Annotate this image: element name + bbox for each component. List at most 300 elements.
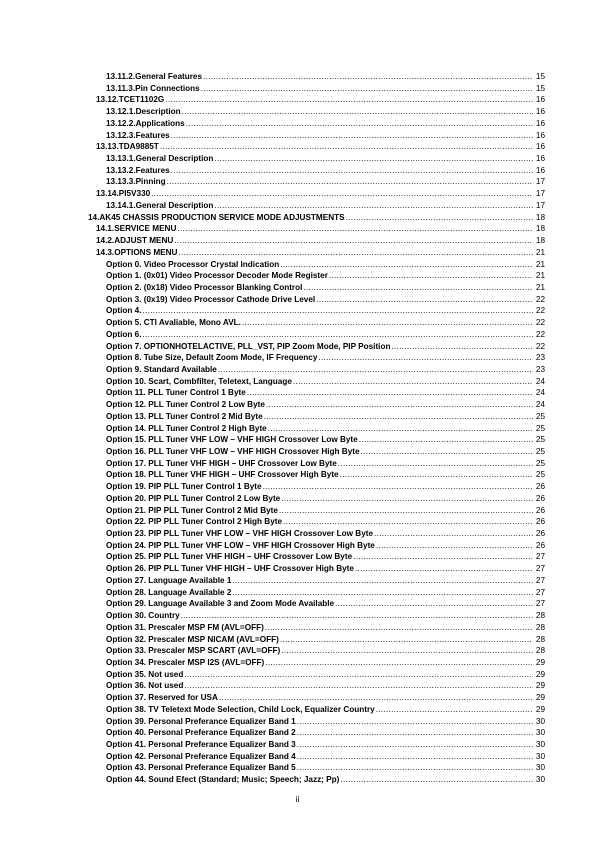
dot-leader [142, 305, 533, 317]
toc-entry[interactable] [0, 329, 595, 341]
toc-entry-leader-line [106, 727, 533, 739]
dot-leader [171, 165, 533, 177]
dot-leader [297, 751, 533, 763]
toc-entry[interactable] [0, 739, 595, 751]
toc-entry-title: Option 1. (0x01) Video Processor Decoder Mode Register [106, 271, 328, 281]
toc-entry-title: Option 14. PLL Tuner Control 2 High Byte [106, 423, 267, 433]
toc-entry-title: Option 12. PLL Tuner Control 2 Low Byte [106, 400, 265, 410]
dot-leader [297, 739, 533, 751]
dot-leader [186, 118, 533, 130]
table-of-contents [0, 71, 595, 786]
toc-entry[interactable] [0, 223, 595, 235]
dot-leader [264, 411, 533, 423]
dot-leader [346, 212, 533, 224]
toc-entry[interactable] [0, 458, 595, 470]
toc-entry[interactable] [0, 106, 595, 118]
toc-entry[interactable] [0, 317, 595, 329]
toc-entry-title: Option 8. Tube Size, Default Zoom Mode, IF Frequency [106, 353, 318, 363]
toc-entry-title: Option 28. Language Available 2 [106, 587, 232, 597]
toc-entry-page-number: 25 [535, 447, 545, 456]
toc-entry-page-number: 16 [535, 107, 545, 117]
toc-entry-title: Option 24. PIP PLL Tuner VHF LOW – VHF HIGH Crossover High Byte [106, 540, 375, 550]
toc-entry[interactable] [0, 516, 595, 528]
toc-entry-page-number: 16 [535, 118, 545, 128]
toc-entry-title: Option 10. Scart, Combfilter, Teletext, Language [106, 376, 292, 386]
toc-entry-page-number: 22 [535, 329, 545, 339]
toc-entry[interactable] [0, 587, 595, 599]
toc-entry-leader-line [106, 83, 533, 95]
dot-leader [338, 458, 533, 470]
dot-leader [335, 598, 533, 610]
toc-entry-page-number: 16 [535, 95, 545, 105]
toc-entry[interactable] [0, 282, 595, 294]
toc-entry-page-number: 21 [535, 247, 545, 257]
toc-entry-leader-line [106, 563, 533, 575]
toc-entry-leader-line [106, 528, 533, 540]
toc-entry-page-number: 18 [535, 224, 545, 234]
toc-entry[interactable] [0, 399, 595, 411]
toc-entry[interactable] [0, 176, 595, 188]
toc-entry-leader-line [106, 692, 533, 704]
toc-entry[interactable] [0, 575, 595, 587]
toc-entry-leader-line [106, 575, 533, 587]
toc-entry[interactable] [0, 493, 595, 505]
toc-entry-page-number: 25 [535, 435, 545, 445]
toc-entry-title: 13.13.TDA9885T [96, 142, 159, 152]
toc-entry-leader-line [106, 165, 533, 177]
toc-entry[interactable] [0, 305, 595, 317]
toc-entry-leader-line [96, 188, 533, 200]
dot-leader [303, 282, 533, 294]
toc-entry-leader-line [106, 587, 533, 599]
dot-leader [297, 762, 533, 774]
toc-entry-leader-line [106, 411, 533, 423]
dot-leader [184, 669, 533, 681]
toc-entry[interactable] [0, 610, 595, 622]
dot-leader [181, 610, 533, 622]
toc-entry[interactable] [0, 774, 595, 786]
toc-entry-page-number: 15 [535, 72, 545, 81]
toc-entry-leader-line [106, 71, 533, 83]
toc-entry-title: 14.1.SERVICE MENU [96, 224, 177, 234]
toc-entry-title: Option 9. Standard Available [106, 364, 217, 374]
toc-entry-leader-line [106, 598, 533, 610]
toc-entry[interactable] [0, 130, 595, 142]
toc-entry-leader-line [106, 130, 533, 142]
dot-leader [265, 657, 533, 669]
toc-entry-title: Option 33. Prescaler MSP SCART (AVL=OFF) [106, 646, 281, 656]
dot-leader [376, 540, 533, 552]
toc-entry-page-number: 27 [535, 575, 545, 585]
toc-entry-leader-line [106, 716, 533, 728]
toc-entry-leader-line [106, 505, 533, 517]
toc-entry-page-number: 17 [535, 200, 545, 210]
toc-entry[interactable] [0, 411, 595, 423]
toc-entry[interactable] [0, 423, 595, 435]
toc-entry-page-number: 27 [535, 599, 545, 609]
toc-entry[interactable] [0, 505, 595, 517]
toc-entry-title: Option 6. [106, 329, 142, 339]
toc-entry-page-number: 16 [535, 154, 545, 164]
toc-entry-title: Option 13. PLL Tuner Control 2 Mid Byte [106, 411, 263, 421]
toc-entry-page-number: 22 [535, 306, 545, 316]
toc-entry-leader-line [106, 317, 533, 329]
toc-entry-title: 13.14.PI5V330 [96, 189, 151, 199]
toc-entry[interactable] [0, 551, 595, 563]
toc-entry-page-number: 28 [535, 622, 545, 632]
toc-entry[interactable] [0, 259, 595, 271]
toc-entry-leader-line [106, 176, 533, 188]
toc-entry-title: Option 21. PIP PLL Tuner Control 2 Mid Byte [106, 505, 278, 515]
toc-entry-page-number: 26 [535, 540, 545, 550]
toc-entry-leader-line [106, 610, 533, 622]
toc-entry-page-number: 24 [535, 376, 545, 386]
toc-entry-title: Option 5. CTI Avaliable, Mono AVL. [106, 318, 241, 328]
toc-entry[interactable] [0, 563, 595, 575]
toc-entry[interactable] [0, 751, 595, 763]
toc-entry-page-number: 27 [535, 587, 545, 597]
toc-entry-leader-line [106, 751, 533, 763]
toc-entry-title: 13.13.3.Pinning [106, 177, 166, 187]
toc-entry-leader-line [106, 516, 533, 528]
toc-entry-page-number: 24 [535, 388, 545, 398]
toc-entry-title: Option 16. PLL Tuner VHF LOW – VHF HIGH Crossover High Byte [106, 447, 360, 456]
dot-leader [232, 575, 533, 587]
toc-entry-page-number: 16 [535, 142, 545, 152]
toc-entry-title: Option 7. OPTIONHOTELACTIVE, PLL_VST, PIP Zoom Mode, PIP Position [106, 341, 391, 351]
dot-leader [142, 329, 533, 341]
toc-entry[interactable] [0, 247, 595, 259]
toc-entry[interactable] [0, 165, 595, 177]
toc-entry[interactable] [0, 94, 595, 106]
dot-leader [165, 94, 533, 106]
toc-entry-leader-line [106, 434, 533, 446]
toc-entry-leader-line [106, 669, 533, 681]
dot-leader [247, 387, 533, 399]
dot-leader [281, 493, 533, 505]
toc-entry-leader-line [106, 423, 533, 435]
toc-entry-leader-line [106, 739, 533, 751]
toc-entry-leader-line [106, 622, 533, 634]
toc-entry-page-number: 27 [535, 564, 545, 574]
dot-leader [340, 469, 533, 481]
toc-entry-page-number: 28 [535, 611, 545, 621]
dot-leader [280, 634, 533, 646]
toc-entry-leader-line [106, 762, 533, 774]
toc-entry-page-number: 23 [535, 364, 545, 374]
toc-entry-title: Option 39. Personal Preferance Equalizer Band 1 [106, 716, 296, 726]
toc-entry-leader-line [106, 645, 533, 657]
toc-entry-page-number: 25 [535, 458, 545, 468]
toc-entry-title: Option 23. PIP PLL Tuner VHF LOW – VHF HIGH Crossover Low Byte [106, 529, 374, 539]
toc-entry-title: Option 34. Prescaler MSP I2S (AVL=OFF) [106, 657, 265, 667]
toc-entry-page-number: 27 [535, 552, 545, 562]
toc-entry-page-number: 25 [535, 423, 545, 433]
toc-entry-page-number: 21 [535, 271, 545, 281]
toc-entry-page-number: 22 [535, 318, 545, 328]
dot-leader [219, 692, 533, 704]
toc-entry-title: Option 35. Not used [106, 669, 184, 679]
toc-entry-title: Option 36. Not used [106, 681, 184, 691]
dot-leader [151, 188, 533, 200]
dot-leader [177, 223, 533, 235]
toc-entry-leader-line [106, 469, 533, 481]
toc-entry-leader-line [106, 481, 533, 493]
toc-entry-title: Option 38. TV Teletext Mode Selection, Child Lock, Equalizer Country [106, 704, 375, 714]
toc-entry[interactable] [0, 762, 595, 774]
dot-leader [218, 364, 533, 376]
toc-entry-title: 13.13.1.General Description [106, 154, 214, 164]
dot-leader [263, 481, 533, 493]
toc-entry-title: Option 2. (0x18) Video Processor Blanking Control [106, 282, 303, 292]
dot-leader [318, 352, 533, 364]
dot-leader [182, 106, 533, 118]
toc-entry[interactable] [0, 364, 595, 376]
dot-leader [283, 516, 533, 528]
toc-entry-title: Option 11. PLL Tuner Control 1 Byte [106, 388, 246, 398]
toc-entry-leader-line [106, 680, 533, 692]
toc-entry[interactable] [0, 446, 595, 458]
toc-entry-leader-line [106, 774, 533, 786]
toc-entry-leader-line [106, 458, 533, 470]
toc-entry-leader-line [106, 634, 533, 646]
toc-entry[interactable] [0, 434, 595, 446]
toc-entry-page-number: 18 [535, 212, 545, 222]
toc-entry-title: Option 15. PLL Tuner VHF LOW – VHF HIGH Crossover Low Byte [106, 435, 358, 445]
toc-entry-title: 13.14.1.General Description [106, 200, 214, 210]
toc-entry-leader-line [106, 200, 533, 212]
toc-entry-leader-line [106, 270, 533, 282]
toc-entry[interactable] [0, 71, 595, 83]
dot-leader [178, 247, 533, 259]
dot-leader [265, 622, 533, 634]
toc-entry-leader-line [96, 247, 533, 259]
toc-entry-page-number: 29 [535, 657, 545, 667]
toc-entry-leader-line [106, 399, 533, 411]
toc-entry-title: 13.12.2.Applications [106, 118, 185, 128]
toc-entry-leader-line [106, 352, 533, 364]
toc-entry-page-number: 29 [535, 704, 545, 714]
dot-leader [214, 200, 533, 212]
toc-entry[interactable] [0, 352, 595, 364]
toc-entry[interactable] [0, 481, 595, 493]
dot-leader [268, 423, 533, 435]
dot-leader [361, 446, 533, 458]
toc-entry[interactable] [0, 469, 595, 481]
toc-entry-page-number: 29 [535, 693, 545, 703]
toc-entry-title: 13.12.1.Description [106, 107, 181, 117]
toc-entry-title: Option 44. Sound Efect (Standard; Music; Speech; Jazz; Pp) [106, 775, 340, 785]
toc-entry-title: 13.13.2.Features [106, 165, 170, 175]
toc-entry[interactable] [0, 341, 595, 353]
toc-entry-page-number: 23 [535, 353, 545, 363]
dot-leader [184, 680, 533, 692]
toc-entry-title: Option 41. Personal Preferance Equalizer Band 3 [106, 739, 296, 749]
dot-leader [232, 587, 533, 599]
toc-entry-leader-line [106, 282, 533, 294]
toc-entry-page-number: 26 [535, 505, 545, 515]
toc-entry-page-number: 22 [535, 294, 545, 304]
toc-entry[interactable] [0, 540, 595, 552]
toc-entry-leader-line [106, 294, 533, 306]
toc-entry-leader-line [96, 223, 533, 235]
toc-entry[interactable] [0, 141, 595, 153]
dot-leader [297, 727, 533, 739]
toc-entry-page-number: 28 [535, 646, 545, 656]
toc-entry-title: Option 37. Reserved for USA [106, 693, 218, 703]
dot-leader [355, 563, 533, 575]
toc-entry-title: Option 42. Personal Preferance Equalizer Band 4 [106, 751, 296, 761]
toc-entry-leader-line [106, 329, 533, 341]
toc-entry-page-number: 29 [535, 681, 545, 691]
toc-entry-leader-line [88, 212, 533, 224]
toc-entry-page-number: 26 [535, 482, 545, 492]
toc-entry-title: 13.11.3.Pin Connections [106, 83, 200, 93]
toc-entry-page-number: 30 [535, 739, 545, 749]
toc-entry-page-number: 24 [535, 400, 545, 410]
toc-entry-page-number: 16 [535, 130, 545, 140]
toc-entry-page-number: 16 [535, 165, 545, 175]
toc-entry-page-number: 28 [535, 634, 545, 644]
toc-entry-title: Option 17. PLL Tuner VHF HIGH – UHF Crossover Low Byte [106, 458, 337, 468]
toc-entry-title: 13.11.2.General Features [106, 72, 203, 81]
dot-leader [266, 399, 533, 411]
toc-entry[interactable] [0, 270, 595, 282]
toc-entry-leader-line [106, 551, 533, 563]
dot-leader [203, 71, 533, 83]
toc-entry-leader-line [106, 341, 533, 353]
toc-entry[interactable] [0, 235, 595, 247]
toc-entry-leader-line [96, 235, 533, 247]
toc-entry-leader-line [106, 704, 533, 716]
dot-leader [171, 130, 533, 142]
toc-entry[interactable] [0, 645, 595, 657]
dot-leader [374, 528, 533, 540]
toc-entry[interactable] [0, 528, 595, 540]
dot-leader [160, 141, 533, 153]
toc-entry[interactable] [0, 153, 595, 165]
toc-entry[interactable] [0, 704, 595, 716]
toc-entry-page-number: 15 [535, 83, 545, 93]
dot-leader [279, 505, 533, 517]
toc-entry[interactable] [0, 727, 595, 739]
toc-entry-leader-line [96, 94, 533, 106]
toc-entry-leader-line [106, 259, 533, 271]
toc-entry-page-number: 18 [535, 236, 545, 246]
toc-entry-page-number: 25 [535, 411, 545, 421]
toc-entry-page-number: 17 [535, 189, 545, 199]
toc-entry[interactable] [0, 657, 595, 669]
toc-entry-page-number: 30 [535, 728, 545, 738]
toc-entry[interactable] [0, 669, 595, 681]
toc-entry[interactable] [0, 598, 595, 610]
toc-entry-page-number: 22 [535, 341, 545, 351]
toc-entry-leader-line [106, 493, 533, 505]
dot-leader [376, 704, 533, 716]
toc-entry[interactable] [0, 212, 595, 224]
toc-entry-title: 14.3.OPTIONS MENU [96, 247, 178, 257]
toc-entry-page-number: 30 [535, 751, 545, 761]
dot-leader [174, 235, 533, 247]
toc-entry-title: Option 4. [106, 306, 142, 316]
toc-entry-page-number: 21 [535, 259, 545, 269]
dot-leader [242, 317, 533, 329]
toc-entry[interactable] [0, 622, 595, 634]
toc-entry-page-number: 26 [535, 529, 545, 539]
toc-entry-title: Option 0. Video Processor Crystal Indication [106, 259, 280, 269]
toc-entry-title: 14.2.ADJUST MENU [96, 236, 174, 246]
toc-entry-leader-line [106, 376, 533, 388]
dot-leader [329, 270, 533, 282]
toc-entry[interactable] [0, 716, 595, 728]
toc-entry[interactable] [0, 692, 595, 704]
toc-entry-leader-line [96, 141, 533, 153]
dot-leader [167, 176, 533, 188]
toc-entry-leader-line [106, 540, 533, 552]
toc-entry[interactable] [0, 294, 595, 306]
toc-entry-page-number: 29 [535, 669, 545, 679]
toc-entry[interactable] [0, 200, 595, 212]
dot-leader [281, 645, 533, 657]
toc-entry[interactable] [0, 680, 595, 692]
toc-entry-leader-line [106, 153, 533, 165]
toc-entry-title: Option 31. Prescaler MSP FM (AVL=OFF) [106, 622, 264, 632]
toc-entry-leader-line [106, 657, 533, 669]
toc-entry-title: Option 19. PIP PLL Tuner Control 1 Byte [106, 482, 262, 492]
dot-leader [316, 294, 533, 306]
toc-entry-page-number: 26 [535, 493, 545, 503]
toc-entry-title: Option 18. PLL Tuner VHF HIGH – UHF Crossover High Byte [106, 470, 339, 480]
dot-leader [214, 153, 533, 165]
dot-leader [201, 83, 533, 95]
toc-entry-page-number: 17 [535, 177, 545, 187]
toc-entry-leader-line [106, 364, 533, 376]
dot-leader [359, 434, 533, 446]
toc-entry[interactable] [0, 376, 595, 388]
toc-entry[interactable] [0, 387, 595, 399]
toc-entry-page-number: 30 [535, 716, 545, 726]
toc-entry-title: Option 30. Country [106, 611, 180, 621]
toc-entry[interactable] [0, 634, 595, 646]
toc-entry[interactable] [0, 118, 595, 130]
toc-entry[interactable] [0, 188, 595, 200]
dot-leader [353, 551, 533, 563]
dot-leader [293, 376, 533, 388]
toc-entry-title: Option 20. PIP PLL Tuner Control 2 Low Byte [106, 493, 281, 503]
toc-entry-leader-line [106, 387, 533, 399]
toc-entry-page-number: 26 [535, 517, 545, 527]
page-number: ii [295, 794, 300, 804]
dot-leader [297, 716, 533, 728]
dot-leader [280, 259, 533, 271]
toc-entry[interactable] [0, 83, 595, 95]
dot-leader [340, 774, 533, 786]
toc-entry-page-number: 25 [535, 470, 545, 480]
toc-entry-page-number: 21 [535, 282, 545, 292]
toc-entry-title: Option 25. PIP PLL Tuner VHF HIGH – UHF Crossover Low Byte [106, 552, 353, 562]
toc-entry-title: Option 26. PIP PLL Tuner VHF HIGH – UHF Crossover High Byte [106, 564, 354, 574]
toc-entry-title: Option 32. Prescaler MSP NICAM (AVL=OFF) [106, 634, 279, 644]
toc-entry-title: Option 40. Personal Preferance Equalizer Band 2 [106, 728, 296, 738]
toc-entry-title: 14.AK45 CHASSIS PRODUCTION SERVICE MODE ADJUSTMENTS [88, 212, 345, 222]
toc-entry-title: Option 29. Language Available 3 and Zoom Mode Available [106, 599, 335, 609]
toc-entry-title: Option 3. (0x19) Video Processor Cathode Drive Level [106, 294, 316, 304]
toc-entry-title: Option 22. PIP PLL Tuner Control 2 High Byte [106, 517, 283, 527]
toc-entry-title: Option 27. Language Available 1 [106, 575, 232, 585]
toc-entry-title: 13.12.TCET1102G [96, 95, 165, 105]
toc-entry-page-number: 30 [535, 763, 545, 773]
toc-entry-leader-line [106, 305, 533, 317]
